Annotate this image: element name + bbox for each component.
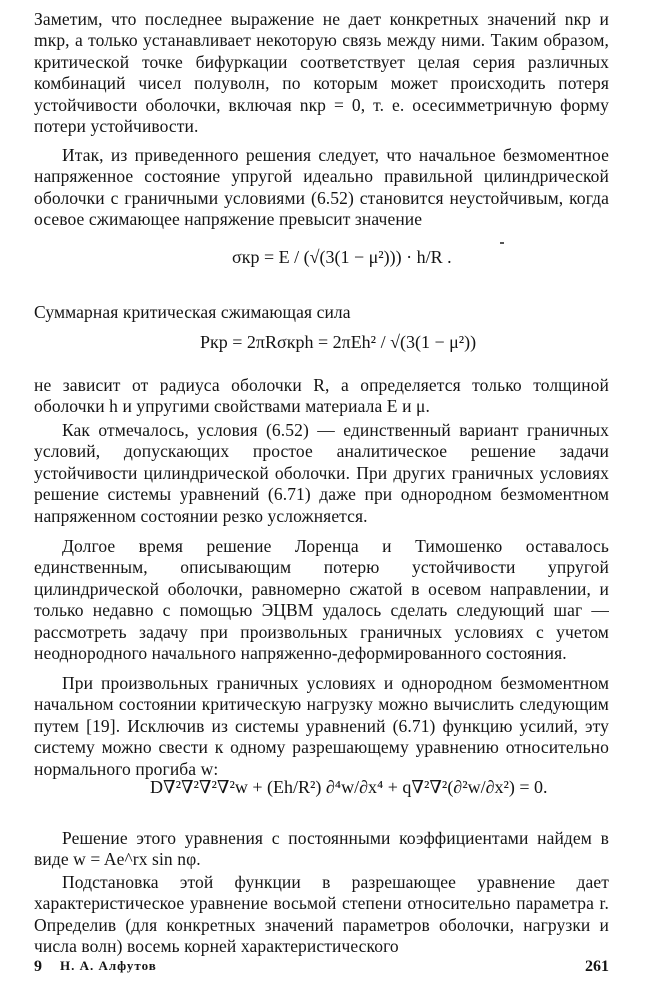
paragraph-6-text: Долгое время решение Лоренца и Тимошенко оставалось единственным, описывающим потерю устойчивости упругой цилиндрической оболочки, равномерно сжатой в осевом направлении, и только недавно с помощью ЭЦВМ удалось сделать следующий шаг — рассмотреть задачу при произвольных граничных условиях с учетом неоднородного начального напряженно-деформированного состояния. (34, 536, 609, 664)
paragraph-4 (34, 375, 609, 418)
paragraph-1-text: Заметим, что последнее выражение не дает конкретных значений nкр и mкр, а только устанавливает некоторую связь между ними. Таким образом, критической точке бифуркации соответствует целая серия различных комбинаций чисел полуволн, по которым может происходить потеря устойчивости оболочки, включая nкр = 0, т. е. осесимметричную форму потери устойчивости. (34, 9, 609, 137)
page-number: 261 (585, 958, 609, 975)
paragraph-8 (34, 828, 609, 871)
paragraph-6 (34, 536, 609, 664)
paragraph-1 (34, 9, 609, 137)
paragraph-2-text: Итак, из приведенного решения следует, что начальное безмоментное напряженное состояние упругой идеально правильной цилиндрической оболочки с граничными условиями (6.52) становится неустойчивым, когда осевое сжимающее напряжение превысит значение (34, 145, 609, 230)
paragraph-7 (34, 673, 609, 780)
page-footer (34, 958, 609, 982)
paragraph-3 (34, 302, 609, 323)
paragraph-4-text: не зависит от радиуса оболочки R, а определяется только толщиной оболочки h и упругими свойствами материала E и μ. (34, 375, 609, 417)
paragraph-2 (34, 145, 609, 231)
paragraph-5-text: Как отмечалось, условия (6.52) — единственный вариант граничных условий, допускающих простое аналитическое решение задачи устойчивости цилиндрической оболочки. При других граничных условиях решение системы уравнений (6.71) даже при однородном безмоментном напряженном состоянии резко усложняется. (34, 420, 609, 526)
author-name: Н. А. Алфутов (60, 958, 157, 973)
paragraph-5 (34, 420, 609, 527)
paragraph-8-text: Решение этого уравнения с постоянными коэффициентами найдем в виде w = Ae^rx sin nφ. (34, 828, 609, 870)
paragraph-3-text: Суммарная критическая сжимающая сила (34, 302, 351, 322)
formula-critical-force: Pкр = 2πRσкрh = 2πEh² / √(3(1 − μ²)) (200, 332, 477, 352)
formula-sigma-critical: σкр = E / (√(3(1 − μ²))) · h/R . (232, 247, 452, 267)
paragraph-7-text: При произвольных граничных условиях и однородном безмоментном начальном состоянии критическую нагрузку можно вычислить следующим путем [19]. Исключив из системы уравнений (6.71) функцию усилий, эту систему можно свести к одному разрешающему уравнению относительно нормального прогиба w: (34, 673, 609, 779)
paragraph-9 (34, 872, 609, 958)
signature-number: 9 (34, 958, 42, 975)
formula-resolving-equation: D∇²∇²∇²∇²w + (Eh/R²) ∂⁴w/∂x⁴ + q∇²∇²(∂²w/∂x²) = 0. (150, 777, 548, 797)
print-speck (500, 242, 504, 244)
paragraph-9-text: Подстановка этой функции в разрешающее уравнение дает характеристическое уравнение восьмой степени относительно параметра r. Определив (для конкретных значений параметров оболочки, нагрузки и числа волн) восемь корней характеристического (34, 872, 609, 957)
